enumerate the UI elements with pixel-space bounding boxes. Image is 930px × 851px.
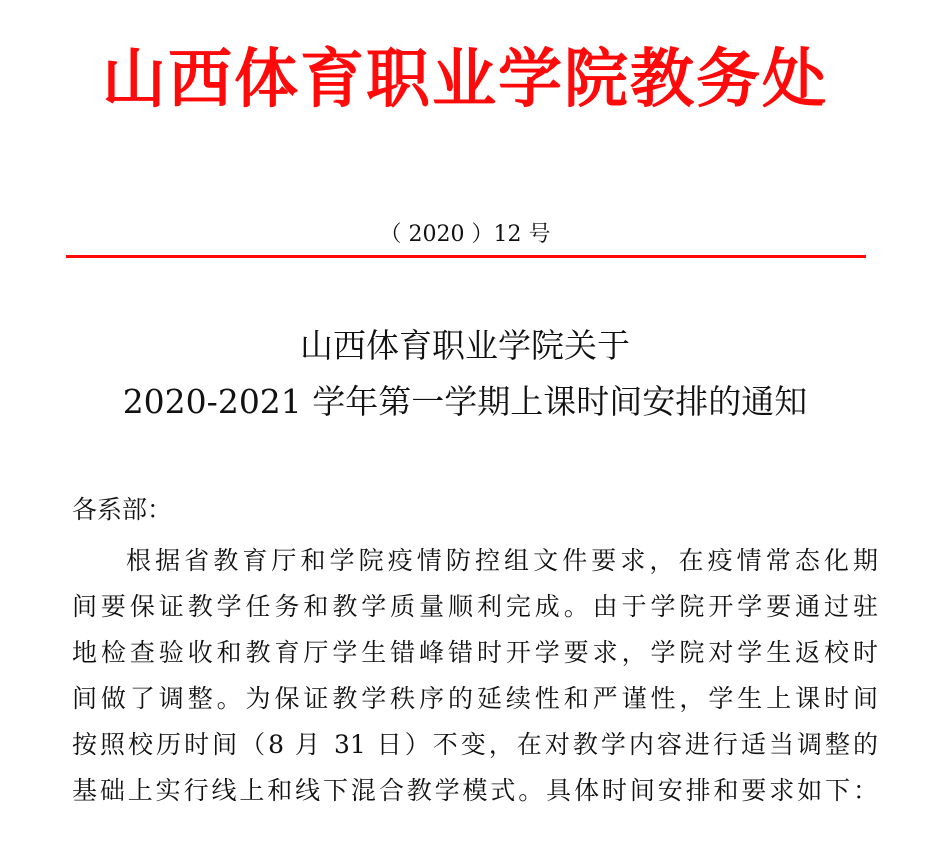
- notice-title-line-1: 山西体育职业学院关于: [300, 326, 630, 365]
- salutation: 各系部：: [72, 495, 173, 524]
- header-divider-line: [66, 255, 866, 258]
- body-line: 间要保证教学任务和教学质量顺利完成。由于学院开学要通过驻: [72, 592, 878, 621]
- document-number: （ 2020 ）12 号: [379, 222, 551, 247]
- notice-title-line-2: 2020-2021 学年第一学期上课时间安排的通知: [122, 382, 808, 421]
- body-line: 间做了调整。为保证教学秩序的延续性和严谨性，学生上课时间: [72, 684, 878, 713]
- issuing-office-header: 山西体育职业学院教务处: [102, 43, 828, 117]
- body-line: 按照校历时间（8 月 31 日）不变，在对教学内容进行适当调整的: [72, 730, 878, 759]
- notice-body: [72, 538, 878, 814]
- body-line: 基础上实行线上和线下混合教学模式。具体时间安排和要求如下：: [72, 776, 878, 805]
- body-line: 根据省教育厅和学院疫情防控组文件要求，在疫情常态化期: [126, 546, 878, 575]
- notice-title: [0, 318, 930, 430]
- body-line: 地检查验收和教育厅学生错峰错时开学要求，学院对学生返校时: [72, 638, 878, 667]
